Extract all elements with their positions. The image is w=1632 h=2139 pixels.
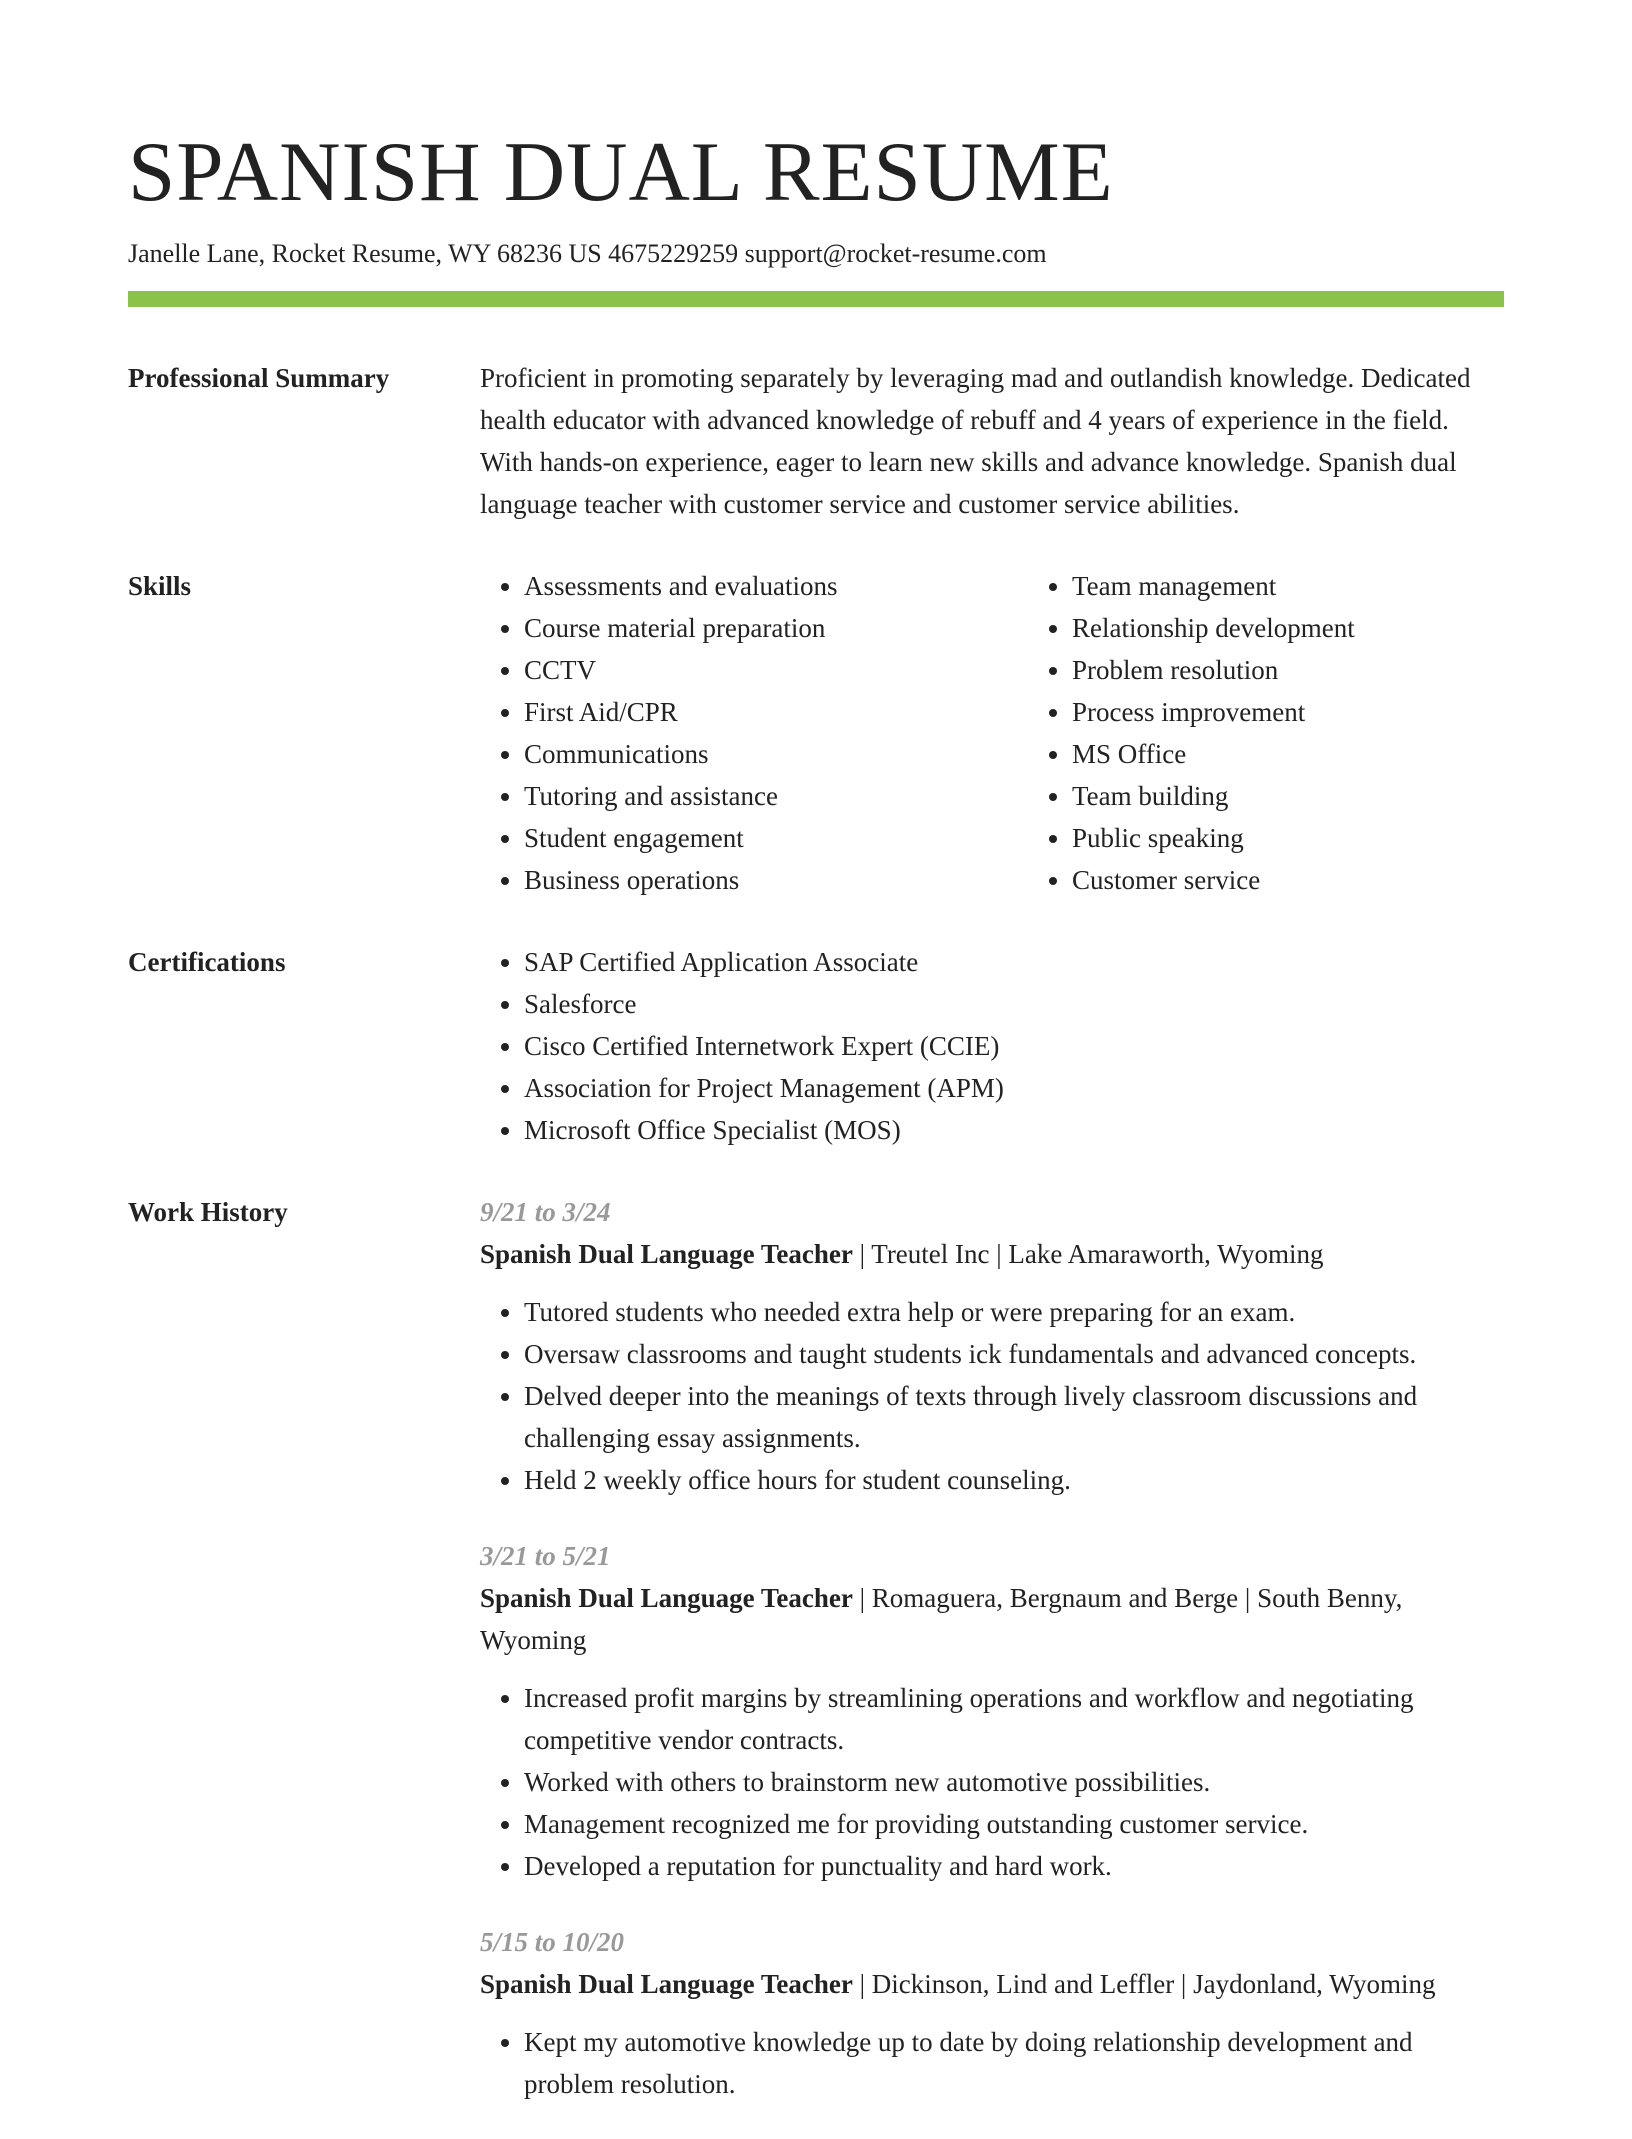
section-label-skills: Skills <box>128 571 192 601</box>
job-dates: 9/21 to 3/24 <box>480 1197 611 1227</box>
section-label-summary: Professional Summary <box>128 363 390 393</box>
job-bullet: • Increased profit margins by streamlining operations and workflow and negotiating competitive vendor contracts. <box>524 1677 1504 1761</box>
job-bullet: • Worked with others to brainstorm new automotive possibilities. <box>524 1761 1504 1803</box>
job-bullet: • Management recognized me for providing outstanding customer service. <box>524 1803 1504 1845</box>
skill-item: • Team building <box>1072 775 1576 817</box>
header-divider <box>128 291 1504 307</box>
skill-item: • Problem resolution <box>1072 649 1576 691</box>
job-heading <box>480 1963 1504 2005</box>
skill-item: • Public speaking <box>1072 817 1576 859</box>
skill-item: • First Aid/CPR <box>524 691 1028 733</box>
job-entry <box>480 1921 1504 2105</box>
skill-item: • Customer service <box>1072 859 1576 901</box>
certifications-list <box>480 941 1504 1151</box>
job-bullet: • Delved deeper into the meanings of texts through lively classroom discussions and challenging essay assignments. <box>524 1375 1504 1459</box>
job-bullets <box>480 1291 1504 1501</box>
skill-item: • MS Office <box>1072 733 1576 775</box>
contact-line: Janelle Lane, Rocket Resume, WY 68236 US 4675229259 support@rocket-resume.com <box>128 239 1047 268</box>
skill-item: • Assessments and evaluations <box>524 565 1028 607</box>
job-heading <box>480 1577 1504 1661</box>
job-details: | Dickinson, Lind and Leffler | Jaydonland, Wyoming <box>852 1969 1436 1999</box>
skill-item: • Business operations <box>524 859 1028 901</box>
resume-title: SPANISH DUAL RESUME <box>128 125 1114 219</box>
job-details: | Treutel Inc | Lake Amaraworth, Wyoming <box>852 1239 1324 1269</box>
job-dates: 5/15 to 10/20 <box>480 1927 625 1957</box>
job-bullet: • Tutored students who needed extra help or were preparing for an exam. <box>524 1291 1504 1333</box>
skill-item: • CCTV <box>524 649 1028 691</box>
job-heading <box>480 1233 1504 1275</box>
certification-item: • Cisco Certified Internetwork Expert (CCIE) <box>524 1025 1504 1067</box>
summary-section <box>128 357 1504 525</box>
job-entry <box>480 1191 1504 1501</box>
skill-item: • Relationship development <box>1072 607 1576 649</box>
summary-text: Proficient in promoting separately by leveraging mad and outlandish knowledge. Dedicated health educator with advanced knowledge of rebuff and 4 years of experience in the field. With hands-on experience, eager to learn new skills and advance knowledge. Spanish dual language teacher with customer service and customer service abilities. <box>480 363 1471 519</box>
job-bullet: • Held 2 weekly office hours for student counseling. <box>524 1459 1504 1501</box>
certification-item: • Salesforce <box>524 983 1504 1025</box>
skills-section <box>128 565 1504 901</box>
section-label-work-history: Work History <box>128 1197 288 1227</box>
job-bullet: • Kept my automotive knowledge up to date by doing relationship development and problem resolution. <box>524 2021 1504 2105</box>
job-bullet: • Developed a reputation for punctuality and hard work. <box>524 1845 1504 1887</box>
skill-item: • Course material preparation <box>524 607 1028 649</box>
skill-item: • Student engagement <box>524 817 1028 859</box>
job-details: | Romaguera, Bergnaum and Berge | South Benny, Wyoming <box>480 1583 1403 1655</box>
skill-item: • Tutoring and assistance <box>524 775 1028 817</box>
skills-list-right <box>1028 565 1576 901</box>
certification-item: • Association for Project Management (APM) <box>524 1067 1504 1109</box>
certification-item: • SAP Certified Application Associate <box>524 941 1504 983</box>
skill-item: • Communications <box>524 733 1028 775</box>
section-label-certifications: Certifications <box>128 947 286 977</box>
job-title: Spanish Dual Language Teacher <box>480 1583 853 1613</box>
certifications-section <box>128 941 1504 1151</box>
certification-item: • Microsoft Office Specialist (MOS) <box>524 1109 1504 1151</box>
skill-item: • Process improvement <box>1072 691 1576 733</box>
job-bullet: • Oversaw classrooms and taught students ick fundamentals and advanced concepts. <box>524 1333 1504 1375</box>
job-bullets <box>480 1677 1504 1887</box>
job-title: Spanish Dual Language Teacher <box>480 1239 853 1269</box>
job-bullets <box>480 2021 1504 2105</box>
job-entry <box>480 1535 1504 1887</box>
work-history-section <box>128 1191 1504 2139</box>
skills-list-left <box>480 565 1028 901</box>
job-dates: 3/21 to 5/21 <box>480 1541 611 1571</box>
skill-item: • Team management <box>1072 565 1576 607</box>
job-title: Spanish Dual Language Teacher <box>480 1969 853 1999</box>
